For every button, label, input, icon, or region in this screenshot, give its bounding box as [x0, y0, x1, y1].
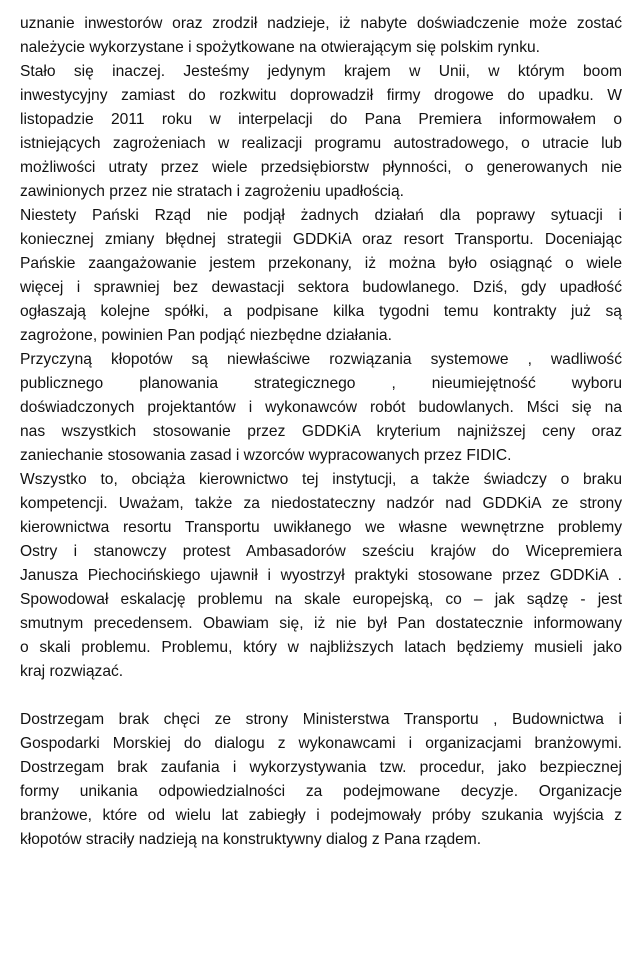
text-line: Stało się inaczej. Jesteśmy jedynym krajem w Unii, w którym boom [20, 63, 622, 80]
text-line: więcej i sprawniej bez dewastacji sektora budowlanego. Dziś, gdy upadłość [20, 279, 622, 296]
text-line: formy unikania odpowiedzialności za podejmowane decyzje. Organizacje [20, 783, 622, 800]
text-line: możliwości utraty przez wiele przedsiębiorstw płynności, o generowanych nie [20, 159, 622, 176]
text-line: nas wszystkich stosowanie przez GDDKiA kryterium najniższej ceny oraz [20, 423, 622, 440]
text-line: kraj rozwiązać. [20, 663, 124, 680]
text-line: inwestycyjny zamiast do rozkwitu doprowadził firmy drogowe do upadku. W [20, 87, 622, 104]
text-line: ogłaszają kolejne spółki, a podpisane kilka tygodni temu kontrakty już są [20, 303, 622, 320]
text-line: należycie wykorzystane i spożytkowane na otwierającym się polskim rynku. [20, 39, 540, 56]
text-line: zawinionych przez nie stratach i zagrożeniu upadłością. [20, 183, 404, 200]
text-line: branżowe, które od wielu lat zabiegły i podejmowały próby szukania wyjścia z [20, 807, 622, 824]
text-line: Janusza Piechocińskiego ujawnił i wyostrzył praktyki stosowane przez GDDKiA . [20, 567, 622, 584]
text-line: kierownictwa resortu Transportu uwikłanego we własne wewnętrzne problemy [20, 519, 622, 536]
text-line: Przyczyną kłopotów są niewłaściwe rozwiązania systemowe , wadliwość [20, 351, 622, 368]
text-line: Dostrzegam brak chęci ze strony Ministerstwa Transportu , Budownictwa i [20, 711, 622, 728]
text-line: listopadzie 2011 roku w interpelacji do Pana Premiera informowałem o [20, 111, 622, 128]
text-line: smutnym precedensem. Obawiam się, iż nie był Pan dostatecznie informowany [20, 615, 622, 632]
text-line: istniejących zagrożeniach w realizacji programu autostradowego, o utracie lub [20, 135, 622, 152]
text-line: Wszystko to, obciąża kierownictwo tej instytucji, a także świadczy o braku [20, 471, 622, 488]
text-line: koniecznej zmiany błędnej strategii GDDKiA oraz resort Transportu. Doceniając [20, 231, 622, 248]
text-line: Ostry i stanowczy protest Ambasadorów sześciu krajów do Wicepremiera [20, 543, 622, 560]
text-line: Gospodarki Morskiej do dialogu z wykonawcami i organizacjami branżowymi. [20, 735, 622, 752]
text-line: Spowodował eskalację problemu na skale europejską, co – jak sądzę - jest [20, 591, 622, 608]
text-line: zaniechanie stosowania zasad i wzorców wypracowanych przez FIDIC. [20, 447, 512, 464]
text-line: Pańskie zaangażowanie jestem przekonany, iż można było osiągnąć o wiele [20, 255, 622, 272]
text-line: uznanie inwestorów oraz zrodził nadzieje, iż nabyte doświadczenie może zostać [20, 15, 622, 32]
text-line: kłopotów straciły nadzieją na konstruktywny dialog z Pana rządem. [20, 831, 482, 848]
text-line: Niestety Pański Rząd nie podjął żadnych działań dla poprawy sytuacji i [20, 207, 622, 224]
text-line: Dostrzegam brak zaufania i wykorzystywania tzw. procedur, jako bezpiecznej [20, 759, 622, 776]
text-line: publicznego planowania strategicznego , nieumiejętność wyboru [20, 375, 622, 392]
text-line: kompetencji. Uważam, także za niedostateczny nadzór nad GDDKiA ze strony [20, 495, 622, 512]
text-line: o skali problemu. Problemu, który w najbliższych latach będziemy musieli jako [20, 639, 622, 656]
text-line: doświadczonych projektantów i wykonawców robót budowlanych. Mści się na [20, 399, 622, 416]
text-line: zagrożone, powinien Pan podjąć niezbędne działania. [20, 327, 392, 344]
